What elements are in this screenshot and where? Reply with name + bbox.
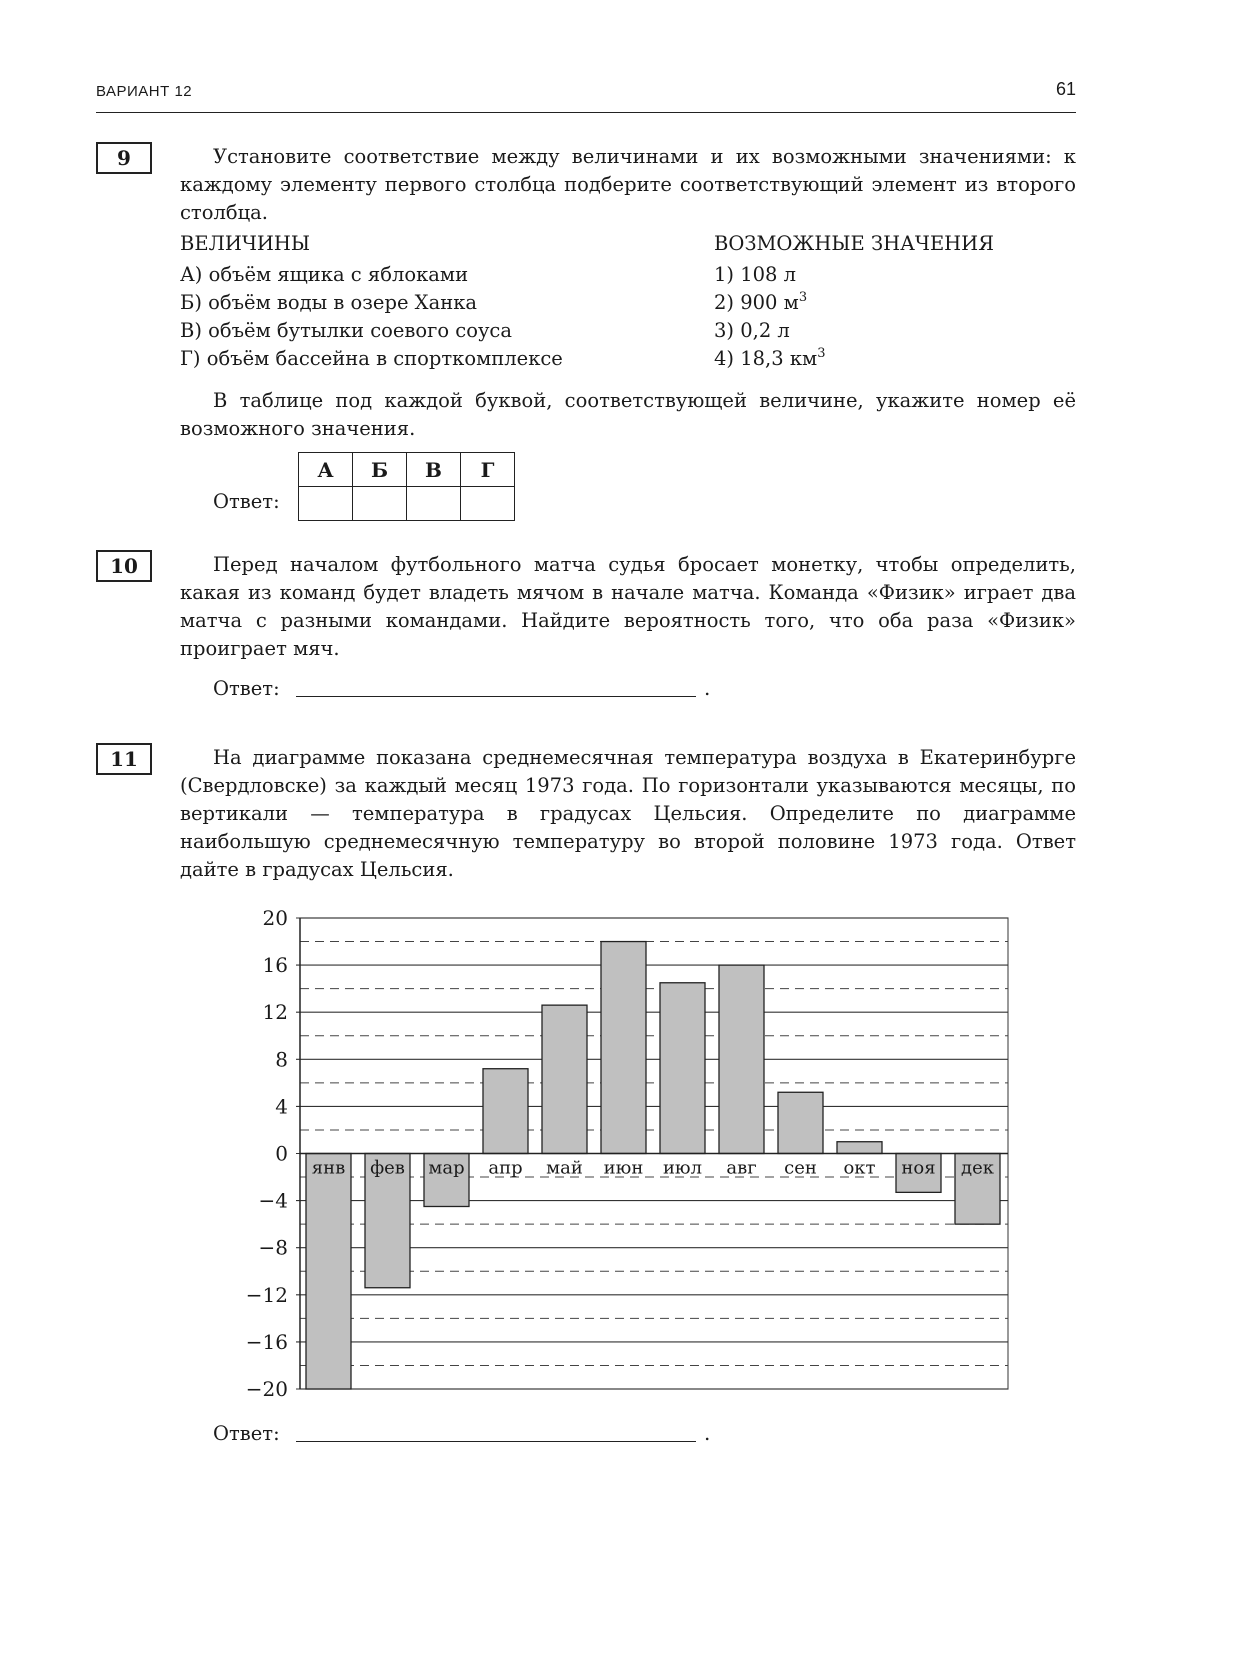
y-tick-label: 20	[262, 906, 288, 930]
value-item: 2) 900 $м^3$	[714, 290, 808, 314]
task-11-answer-period: .	[704, 1421, 711, 1445]
task-11-prompt: На диаграмме показана среднемесячная температура воздуха в Екатеринбурге (Свердловске) за каждый месяц 1973 года. По горизонтали указываются месяцы, по вертикали — температура в градусах Цельсия. Определите по диаграмме наибольшую среднемесячную температуру во второй половине 1973 года. Ответ дайте в градусах Цельсия.	[180, 746, 1076, 881]
task-11-answer-label: Ответ:	[213, 1422, 280, 1445]
value-item: 1) 108 л	[714, 263, 797, 286]
task-9-number: 9	[96, 142, 152, 174]
task-9-prompt: Установите соответствие между величинами и их возможными значениями: к каждому элементу первого столбца подберите соответствующий элемент из второго столбца.	[180, 145, 1076, 224]
x-category-label: май	[546, 1157, 583, 1179]
y-tick-label: −16	[245, 1329, 288, 1354]
y-tick-label: 12	[262, 1000, 288, 1025]
value-item: 3) 0,2 л	[714, 319, 790, 342]
x-category-label: окт	[843, 1157, 876, 1179]
task-11-number: 11	[96, 743, 152, 775]
quantity-item: А) объём ящика с яблоками	[180, 263, 469, 286]
y-tick-label: 0	[275, 1141, 288, 1166]
page-number: 61	[1055, 79, 1076, 99]
y-tick-label: −20	[245, 1377, 288, 1401]
task-10-answer-label: Ответ:	[213, 677, 280, 700]
temperature-bar-chart	[230, 905, 1020, 1405]
page-header	[96, 78, 1076, 113]
answer-header-v: В	[407, 453, 461, 487]
bar-апр	[483, 1069, 528, 1154]
x-category-label: мар	[428, 1157, 465, 1179]
y-tick-label: 4	[275, 1094, 288, 1119]
x-category-label: июн	[603, 1157, 644, 1179]
quantity-item: Г) объём бассейна в спорткомплексе	[180, 347, 563, 370]
y-tick-label: −8	[258, 1235, 288, 1260]
task-10-prompt: Перед началом футбольного матча судья бросает монетку, чтобы определить, какая из команд будет владеть мячом в начале матча. Команда «Физик» играет два матча с разными командами. Найдите вероятность того, что оба раза «Физик» проиграет мяч.	[180, 553, 1076, 660]
answer-header-a: А	[299, 453, 353, 487]
task-10-number: 10	[96, 550, 152, 582]
bar-июн	[601, 942, 646, 1154]
x-category-label: янв	[311, 1157, 346, 1179]
answer-cell-b[interactable]	[353, 487, 407, 521]
x-category-label: дек	[961, 1157, 994, 1179]
value-item: 4) 18,3 $км^3$	[714, 346, 826, 370]
answer-cell-a[interactable]	[299, 487, 353, 521]
values-heading: ВОЗМОЖНЫЕ ЗНАЧЕНИЯ	[714, 232, 994, 255]
answer-header-b: Б	[353, 453, 407, 487]
task-9-instruction: В таблице под каждой буквой, соответствующей величине, укажите номер её возможного значения.	[180, 389, 1076, 440]
y-tick-label: −12	[245, 1282, 288, 1307]
x-category-label: авг	[726, 1157, 757, 1179]
quantities-heading: ВЕЛИЧИНЫ	[180, 232, 311, 255]
task-10-answer-field[interactable]	[296, 696, 696, 697]
x-category-label: июл	[662, 1157, 703, 1179]
y-tick-label: 16	[262, 953, 288, 978]
bar-окт	[837, 1142, 882, 1154]
x-category-label: фев	[370, 1157, 405, 1179]
bar-май	[542, 1005, 587, 1153]
x-category-label: сен	[784, 1157, 817, 1179]
variant-label: ВАРИАНТ 12	[96, 83, 193, 100]
bar-сен	[778, 1092, 823, 1153]
bar-авг	[719, 965, 764, 1153]
answer-cell-v[interactable]	[407, 487, 461, 521]
answer-header-g: Г	[461, 453, 515, 487]
chart-canvas	[230, 905, 1020, 1405]
x-category-label: ноя	[901, 1157, 936, 1179]
x-category-label: апр	[488, 1157, 523, 1179]
quantity-item: Б) объём воды в озере Ханка	[180, 291, 478, 314]
task-10-answer-period: .	[704, 676, 711, 700]
answer-cell-g[interactable]	[461, 487, 515, 521]
task-9-answer-label: Ответ:	[213, 490, 280, 513]
task-11-answer-field[interactable]	[296, 1441, 696, 1442]
y-tick-label: 8	[275, 1047, 288, 1072]
quantity-item: В) объём бутылки соевого соуса	[180, 319, 512, 342]
bar-янв	[306, 1154, 351, 1390]
task-9-answer-table	[298, 452, 515, 521]
bar-июл	[660, 983, 705, 1154]
y-tick-label: −4	[258, 1188, 288, 1213]
